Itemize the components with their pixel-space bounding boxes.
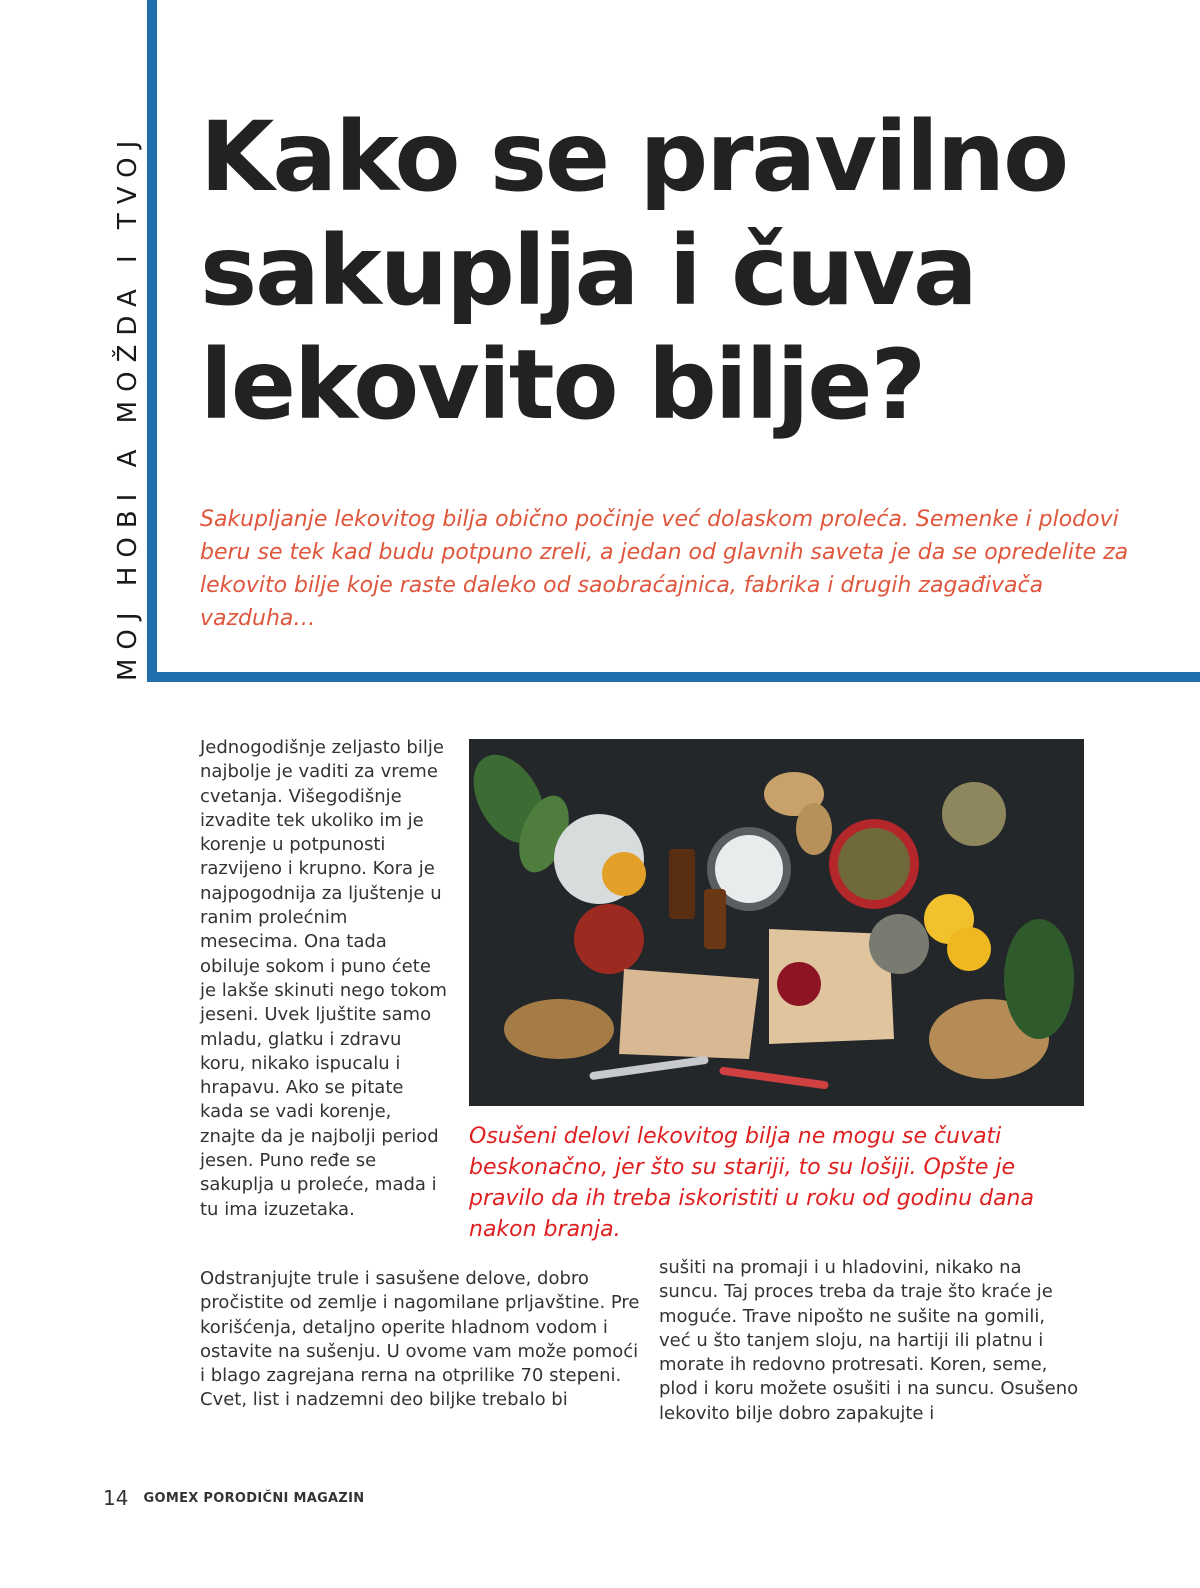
article-title: Kako se pravilno sakuplja i čuva lekovito bilje? (200, 101, 1068, 441)
body-text-right-column: sušiti na promaji i u hladovini, nikako na suncu. Taj proces treba da traje što kraće je moguće. Trave nipošto ne sušite na gomili, već u što tanjem sloju, na hartiji ili platnu i morate ih redovno protresati. Koren, seme, plod i koru možete osušiti i na suncu. Osušeno lekovito bilje dobro zapakujte i (659, 1257, 1079, 1424)
body-text-left-column: Jednogodišnje zeljasto bilje najbolje je vaditi za vreme cvetanja. Višegodišnje izvadite tek ukoliko im je korenje u potpunosti razvijeno i krupno. Kora je najpogodnija za ljuštenje u ranim prolećnim mesecima. Ona tada obiluje sokom i puno ćete je lakše skinuti nego tokom jeseni. Uvek ljuštite samo mladu, glatku i zdravu koru, nikako ispucalu i hrapavu. Ako se pitate kada se vadi korenje, znajte da je najbolji period jesen. Puno ređe se sakuplja u proleće, mada i tu ima izuzetaka. (200, 737, 447, 1220)
section-label: MOJ HOBI A MOŽDA I TVOJ (113, 131, 143, 681)
herbs-illustration (469, 739, 1084, 1106)
page-number: 14 (103, 1486, 129, 1510)
accent-bar-horizontal (147, 672, 1200, 682)
magazine-name: GOMEX PORODIČNI MAGAZIN (143, 1490, 365, 1506)
article-lead: Sakupljanje lekovitog bilja obično počinje već dolaskom proleća. Semenke i plodovi beru se tek kad budu potpuno zreli, a jedan od glavnih saveta je da se opredelite za lekovito bilje koje raste daleko od saobraćajnica, fabrika i drugih zagađivača vazduha… (200, 507, 1129, 631)
herbs-photo (469, 739, 1084, 1106)
accent-bar-vertical (147, 0, 157, 682)
page-footer (103, 1486, 364, 1510)
photo-caption: Osušeni delovi lekovitog bilja ne mogu se čuvati beskonačno, jer što su stariji, to su lošiji. Opšte je pravilo da ih treba iskoristiti u roku od godinu dana nakon branja. (469, 1124, 1034, 1242)
body-text-bottom-left: Odstranjujte trule i sasušene delove, dobro pročistite od zemlje i nagomilane prljavštine. Pre korišćenja, detaljno operite hladnom vodom i ostavite na sušenju. U ovome vam može pomoći i blago zagrejana rerna na otprilike 70 stepeni. Cvet, list i nadzemni deo biljke trebalo bi (200, 1268, 640, 1411)
